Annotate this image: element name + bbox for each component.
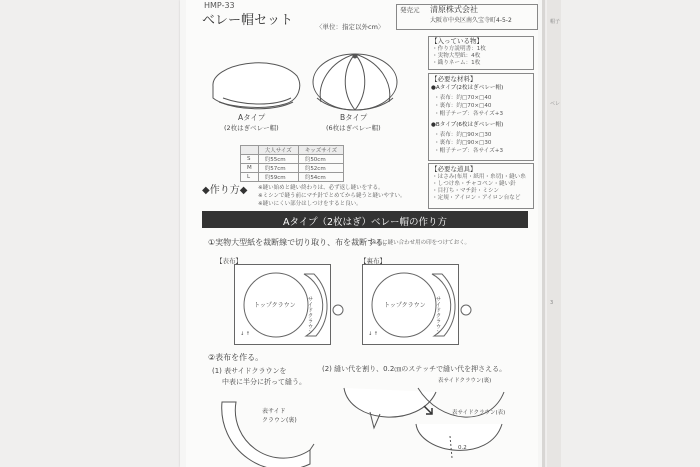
materials-type-a: ●Aタイプ(2枚はぎベレー帽) (431, 85, 504, 91)
side-crown-label: クラウン(裏) (262, 417, 297, 424)
materials-item: ・帽子テープ：各サイズ+3 (434, 148, 504, 154)
step2-sub-a: (1) 表サイドクラウンを (212, 367, 287, 375)
materials-item: ・裏布：約□90×□30 (434, 140, 492, 146)
contents-item: ・織りネーム：1枚 (432, 60, 481, 66)
strip-label: 帽子 (550, 19, 561, 25)
table-row (241, 155, 344, 164)
table-row (241, 164, 344, 173)
sleeve-side-strip (547, 0, 561, 467)
contents-item: ・実物大型紙：4枚 (432, 53, 481, 59)
section-title-bar (202, 211, 528, 228)
table-row (241, 173, 344, 182)
table-header (241, 146, 259, 155)
materials-item: ・裏布：約□70×□40 (434, 103, 492, 109)
materials-item: ・帽子テープ：各サイズ+3 (434, 111, 504, 117)
table-header-row (241, 146, 344, 155)
step2-text: ②表布を作る。 (208, 353, 264, 362)
page-title: ベレー帽セット (202, 13, 294, 28)
seam-press-illustration (340, 384, 510, 467)
crown-top-label: トップクラウン (384, 302, 426, 309)
publisher-label: 発売元 (400, 6, 420, 14)
hat-b-sub: (6枚はぎベレー帽) (326, 124, 381, 132)
how-to-note: ※ミシンで縫う前にマチ針でとめてから縫うと縫いやすい。 (258, 193, 406, 199)
section-title: Aタイプ（2枚はぎ）ベレー帽の作り方 (282, 217, 448, 228)
lining-fabric-label: 【裏布】 (360, 257, 386, 265)
publisher-address: 大阪市中央区南久宝寺町4-5-2 (430, 17, 512, 24)
size-table (240, 145, 344, 182)
unit-note: 〈単位：指定以外cm〉 (316, 23, 385, 31)
contents-item: ・作り方説明書：1枚 (432, 46, 486, 52)
tools-item: ・はさみ(布用・紙用・糸切)・縫い糸 (432, 174, 526, 180)
sleeve-edge (542, 0, 545, 467)
table-cell: 約55cm (258, 155, 298, 164)
side-crown-label: 表サイド (262, 408, 286, 415)
how-to-note: ※縫い始めと縫い終わりは、必ず返し縫いをする。 (258, 185, 384, 191)
hat-a-label: Aタイプ (238, 113, 266, 122)
side-crown-label: 表サイドクラウン(表) (452, 410, 506, 416)
table-cell: 約54cm (298, 173, 343, 182)
product-code: HMP-33 (204, 1, 235, 10)
table-header: キッズサイズ (298, 146, 343, 155)
how-to-heading: ◆作り方◆ (202, 185, 248, 196)
table-cell: 約50cm (298, 155, 343, 164)
crown-side-label: サイドクラウン (306, 296, 313, 335)
crown-top-label: トップクラウン (254, 302, 296, 309)
crown-side-label: サイドクラウン (434, 296, 441, 335)
contents-heading: 【入っている物】 (431, 37, 483, 45)
outer-fabric-label: 【表布】 (216, 257, 242, 265)
hat-a-sub: (2枚はぎベレー帽) (224, 124, 279, 132)
hat-a-illustration (213, 63, 300, 109)
side-crown-label: 表サイドクラウン(裏) (438, 378, 492, 384)
step2-sub-b: (2) 縫い代を割り、0.2㎝のステッチで縫い代を押さえる。 (322, 365, 507, 373)
tools-item: ・定規・アイロン・アイロン台など (432, 195, 521, 201)
strip-label: ベレ (550, 101, 561, 107)
tools-item: ・目打ち・マチ針・ミシン (432, 188, 499, 194)
hat-b-label: Bタイプ (340, 113, 368, 122)
table-cell: 約59cm (258, 173, 298, 182)
how-to-note: ※縫いにくい部分はしつけをすると良い。 (258, 201, 362, 207)
materials-item: ・表布：約□70×□40 (434, 95, 492, 101)
materials-item: ・表布：約□90×□30 (434, 132, 492, 138)
step1-note: ※布に縫い合わせ用の印をつけておく。 (372, 240, 470, 246)
stitch-label: 0.2 (458, 445, 467, 451)
tools-item: ・しつけ糸・チャコペン・縫い針 (432, 181, 516, 187)
strip-label: 3 (550, 300, 554, 306)
grain-mark: ↓ ↑ (240, 331, 250, 337)
tools-heading: 【必要な道具】 (431, 165, 477, 173)
step1-text: ①実物大型紙を裁断線で切り取り、布を裁断する。 (208, 238, 392, 247)
table-cell: 約52cm (298, 164, 343, 173)
materials-type-b: ●Bタイプ(6枚はぎベレー帽) (431, 122, 504, 128)
materials-heading: 【必要な材料】 (431, 75, 477, 83)
table-cell: L (241, 173, 259, 182)
table-cell: 約57cm (258, 164, 298, 173)
table-cell: M (241, 164, 259, 173)
step2-sub-a-line2: 中表に半分に折って縫う。 (222, 378, 306, 386)
table-cell: S (241, 155, 259, 164)
grain-mark: ↓ ↑ (368, 331, 378, 337)
hat-b-illustration (313, 54, 397, 110)
hat-illustrations (205, 48, 415, 114)
publisher-name: 清原株式会社 (430, 5, 478, 14)
table-header: 大人サイズ (258, 146, 298, 155)
side-crown-fold-illustration (214, 394, 324, 467)
